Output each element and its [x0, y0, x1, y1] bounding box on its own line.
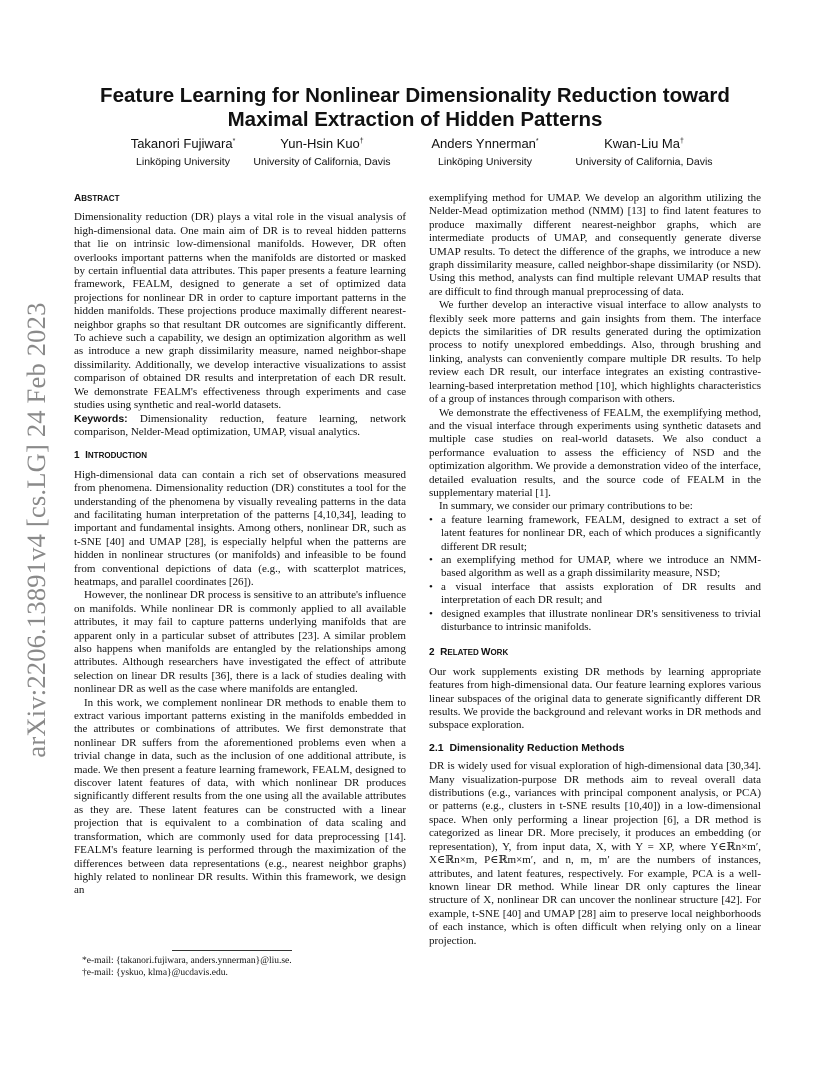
intro-paragraph: exemplifying method for UMAP. We develop an algorithm utilizing the Nelder-Mead optimization method (NMM) [13] to find latent features to produce maximally different nearest-neighbor graphs, which are intermediate products of UMAP, and consequently generate diverse UMAP results. To detect the difference of the graphs, we introduce a new graph dissimilarity measure, called neighbor-shape dissimilarity (or NSD). Using this method, analysts can find multiple relevant UMAP results that are difficult to find through manual preprocessing of data.: [429, 192, 761, 298]
author-affiliation: Linköping University: [136, 156, 230, 168]
author-name: Yun-Hsin Kuo†: [280, 136, 364, 151]
intro-paragraph: High-dimensional data can contain a rich set of observations measured from phenomena. Dimensionality reduction (DR) constitutes a tool for the understanding of the phenomena by visually revealing patterns in the data and facilitating human interpretation of the patterns [4,10,34], leading to important and fundamental insights. Among others, nonlinear DR, such as t-SNE [40] and UMAP [28], is especially helpful when the patterns are hidden in nonlinear structures (or manifolds) and infeasible to be found from conventional depictions of data (e.g., with scatterplot matrices, heatmaps, and parallel coordinates [26]).: [74, 468, 406, 588]
paper-title: Feature Learning for Nonlinear Dimensionality Reduction toward Maximal Extraction of Hidden Patterns: [100, 84, 730, 131]
author-block: [549, 136, 739, 170]
abstract-text: Dimensionality reduction (DR) plays a vital role in the visual analysis of high-dimensional data. One main aim of DR is to reveal hidden patterns that lie on intrinsic low-dimensional manifolds. However, DR often overlooks important patterns when the manifolds are distorted or masked by certain influential data attributes. This paper presents a feature learning framework, FEALM, designed to generate a set of optimized data projections for nonlinear DR in order to capture important patterns in the hidden manifolds. These projections produce maximally different nearest-neighbor graphs so that resultant DR outcomes are significantly different. To achieve such a capability, we design an optimization algorithm as well as introduce a new graph dissimilarity measure, named neighbor-shape dissimilarity. Additionally, we develop interactive visualizations to assist comparison of obtained DR results and interpretation of each DR result. We demonstrate FEALM's effectiveness through experiments and case studies using synthetic and real-world datasets.: [74, 211, 406, 412]
intro-paragraph: We further develop an interactive visual interface to allow analysts to flexibly seek more patterns and gain insights from them. The interface depicts the similarities of DR results generated during the optimization process to notify unexplored embeddings. Also, through brushing and linking, analysts can conveniently compare multiple DR results. To help review each DR result, our interface integrates an existing contrastive-learning-based interpretation method [10], which highlights characteristics of a group of instances through comparison with others.: [429, 299, 761, 406]
author-block: [227, 136, 417, 170]
intro-paragraph: In summary, we consider our primary contributions to be:: [439, 500, 693, 513]
abstract-heading: ABSTRACT: [74, 193, 120, 204]
author-affiliation: Linköping University: [438, 156, 532, 168]
footnote: †e-mail: {yskuo, klma}@ucdavis.edu.: [82, 968, 228, 978]
intro-paragraph: However, the nonlinear DR process is sensitive to an attribute's influence on manifolds. While nonlinear DR is commonly applied to all available attributes, it may fail to capture patterns underlying manifolds that are apparent only in a particular subset of attributes [23]. A similar problem also happens when manifolds are entangled by the relationships among attributes. Although researchers have investigated the effect of attribute selection on linear DR results [36], there is a lack of studies dealing with nonlinear DR as well as the case where manifolds are entangled.: [74, 589, 406, 696]
keywords: Keywords: Dimensionality reduction, feature learning, network comparison, Nelder-Mead optimization, UMAP, visual analytics.: [74, 412, 407, 438]
introduction-heading: 1 INTRODUCTION: [74, 450, 148, 462]
right-column: [429, 192, 761, 948]
arxiv-identifier-stamp: arXiv:2206.13891v4 [cs.LG] 24 Feb 2023: [21, 302, 51, 758]
author-affiliation: University of California, Davis: [253, 156, 391, 168]
author-affiliation: University of California, Davis: [575, 156, 713, 168]
list-item: • designed examples that illustrate nonlinear DR's sensitiveness to trivial disturbance to intrinsic manifolds.: [441, 608, 761, 635]
subsection-heading: 2.1 Dimensionality Reduction Methods: [429, 741, 625, 754]
list-item: • a feature learning framework, FEALM, designed to extract a set of latent features for nonlinear DR, each of which produces a significantly different DR result;: [441, 514, 761, 554]
list-item: • a visual interface that assists exploration of DR results and interpretation of each DR result; and: [441, 581, 761, 608]
author-name: Anders Ynnerman*: [431, 136, 539, 151]
related-paragraph: Our work supplements existing DR methods by learning appropriate features from high-dimensional data. Our feature learning explores various linear subspaces of the original data to generate significantly different DR results. We provide the background and relevant works in DR methods and subspace exploration.: [429, 665, 761, 732]
author-name: Kwan-Liu Ma†: [604, 136, 684, 151]
intro-paragraph: We demonstrate the effectiveness of FEALM, the exemplifying method, and the visual interface through experiments using synthetic datasets and multiple case studies on real-world datasets. We also conduct a performance evaluation to assess the efficiency of NSD and the optimization algorithm. We provide a demonstration video of the interface, detailed evaluation results, and the source code of FEALM in the supplementary material [1].: [429, 406, 761, 499]
intro-paragraph: In this work, we complement nonlinear DR methods to enable them to extract various important patterns existing in the manifolds embedded in the attributes or combinations of attributes. We first demonstrate that nonlinear DR suffers from the aforementioned problems even when a trivial change in data, such as the inclusion of one additional attribute, is made. We then present a feature learning framework, FEALM, designed to discover latent features of data, with which nonlinear DR produces significantly different results from the one using all the available attributes as they are. These latent features can be constructed with a linear projection that is equivalent to a combination of data scaling and transformation, which are commonly used for data preprocessing [14]. FEALM's feature learning is performed through the maximization of the differences between data representations (e.g., nearest neighbor graphs) highly related to nonlinear DR results. Within this framework, we design an: [74, 696, 406, 897]
related-work-heading: 2 RELATED WORK: [429, 647, 509, 659]
footnote-divider: [172, 950, 292, 951]
list-item: • an exemplifying method for UMAP, where we introduce an NMM-based algorithm as well as a graph dissimilarity measure, NSD;: [441, 554, 761, 581]
left-column: [74, 192, 406, 898]
author-name: Takanori Fujiwara*: [130, 136, 236, 151]
footnotes: [74, 955, 406, 979]
related-paragraph: DR is widely used for visual exploration of high-dimensional data [30,34]. Many visualization-purpose DR methods aim to reveal overall data distributions (e.g., variances with principal component analysis, or PCA) or patterns (e.g., clusters in t-SNE results [10,40]) in a low-dimensional space. When only performing a linear projection [6], a DR method is categorized as linear DR. More precisely, it produces an embedding (or representation), Y, from input data, X, with Y = XP, where Y∈ℝn×m′, X∈ℝn×m, P∈ℝm×m′, and n, m, m′ are the numbers of instances, attributes, and latent features, respectively. For example, PCA is a well-known linear DR method. While linear DR only captures the linear structure of X, nonlinear DR can uncover the nonlinear structure [42]. For example, t-SNE [40] and UMAP [28] aim to preserve local neighborhoods of each instance, which is often difficult when relying only on a linear projection.: [429, 760, 761, 947]
footnote: *e-mail: {takanori.fujiwara, anders.ynnerman}@liu.se.: [82, 956, 292, 966]
contributions-list: [429, 514, 761, 635]
